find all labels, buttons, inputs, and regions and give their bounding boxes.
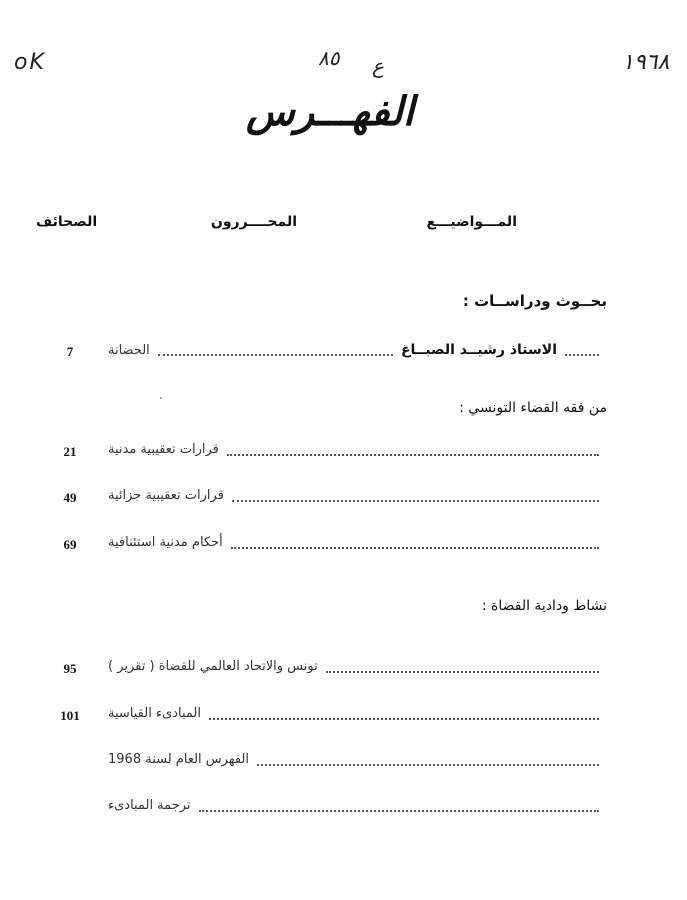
section-heading-tunisian-jurisprudence: من فقه القضاء التونسي : xyxy=(459,400,607,416)
topic-title: الحضانة xyxy=(108,342,150,358)
topic-title: قرارات تعقيبية مدنية xyxy=(108,442,219,457)
page-number: 21 xyxy=(63,444,77,459)
page-number: 101 xyxy=(60,708,80,723)
toc-row[interactable] xyxy=(50,752,607,774)
page-number: 69 xyxy=(63,537,77,552)
leader-dots xyxy=(565,344,599,356)
toc-row[interactable] xyxy=(50,535,607,557)
leader-dots xyxy=(158,344,393,356)
page-number: 7 xyxy=(66,344,74,359)
topic-title: المبادىء القياسية xyxy=(108,706,201,721)
leader-dots xyxy=(257,754,599,766)
column-header-pages: الصحائف xyxy=(36,214,98,230)
page-number: 49 xyxy=(63,490,77,505)
scan-speck xyxy=(160,397,162,399)
toc-row[interactable] xyxy=(50,442,607,464)
handwritten-issue-number: ٨٥ xyxy=(318,46,340,70)
handwritten-letter-mark: ع xyxy=(372,54,384,78)
toc-row[interactable] xyxy=(50,659,607,681)
topic-title: قرارات تعقيبية جزائية xyxy=(108,488,224,503)
leader-dots xyxy=(231,537,599,549)
topic-title: أحكام مدنية استئنافية xyxy=(108,535,223,550)
toc-row[interactable] xyxy=(50,706,607,728)
leader-dots xyxy=(209,708,599,720)
toc-row[interactable] xyxy=(50,342,607,364)
leader-dots xyxy=(326,661,599,673)
column-header-editors: المحــــررون xyxy=(210,214,297,230)
handwritten-ok-mark: oK xyxy=(14,50,46,75)
topic-title: تونس والاتحاد العالمي للقضاة ( تقرير ) xyxy=(108,659,318,674)
toc-row[interactable] xyxy=(50,798,607,820)
leader-dots xyxy=(232,490,599,502)
leader-dots xyxy=(199,800,600,812)
column-header-topics: المـــواضيـــع xyxy=(426,214,517,230)
author-name: الاستاذ رشيــد الصبــاغ xyxy=(400,342,557,358)
section-heading-judges-association: نشاط ودادية القضاة : xyxy=(481,598,607,614)
toc-row[interactable] xyxy=(50,488,607,510)
page-number: 95 xyxy=(63,661,77,676)
section-heading-research: بحــوث ودراســات : xyxy=(462,292,607,310)
page-title: الفهـــرس xyxy=(245,88,415,135)
handwritten-year-mark: ١٩٦٨ xyxy=(622,50,670,75)
topic-title: ترجمة المبادىء xyxy=(108,798,191,813)
topic-title: الفهرس العام لسنة 1968 xyxy=(108,752,249,767)
leader-dots xyxy=(227,444,599,456)
